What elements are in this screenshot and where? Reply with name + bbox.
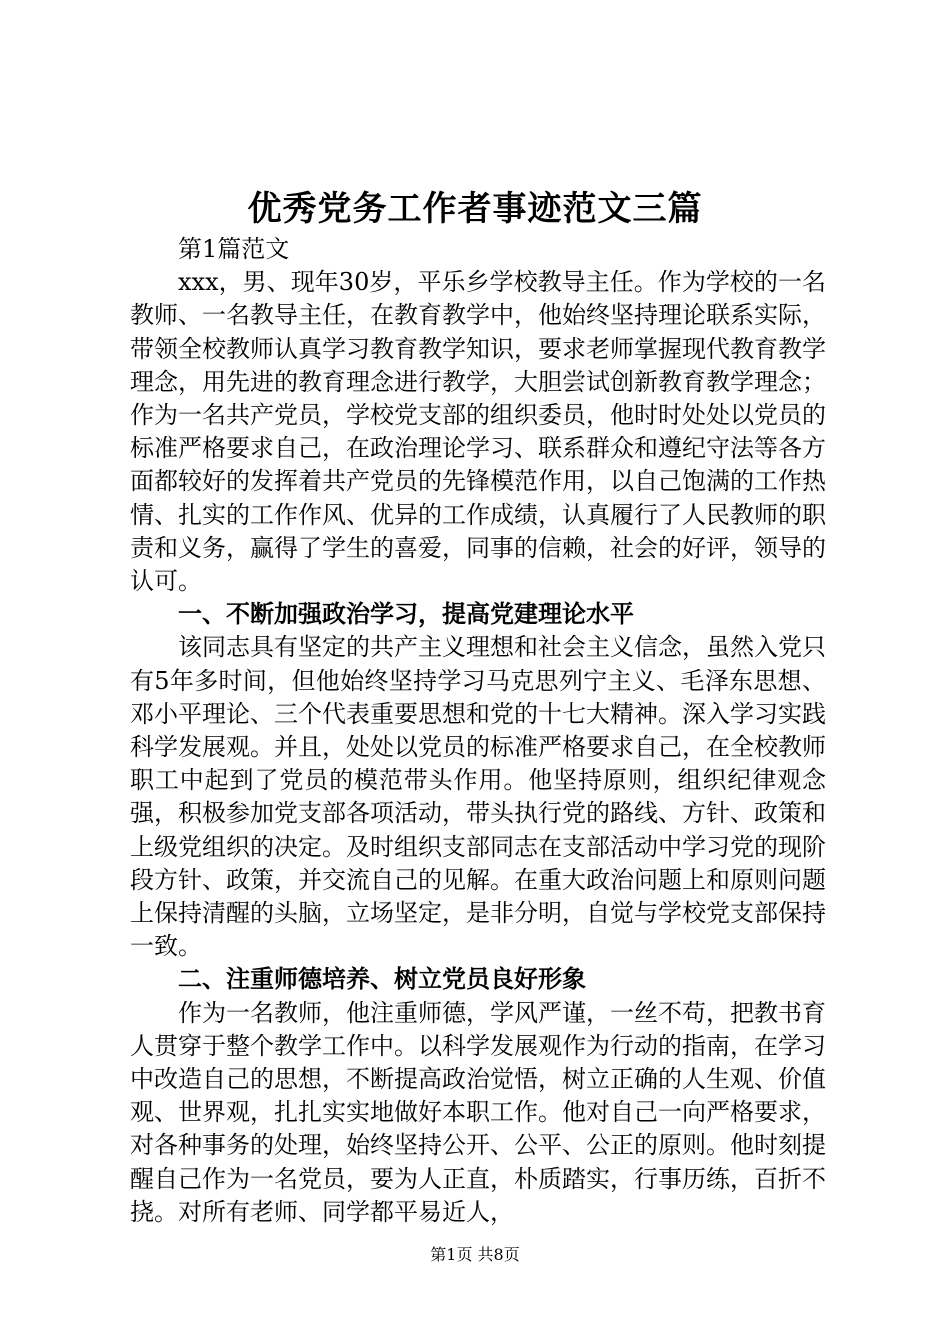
article-label: 第1篇范文 xyxy=(178,235,290,263)
section-1-paragraph: 该同志具有坚定的共产主义理想和社会主义信念，虽然入党只有5年多时间，但他始终坚持学习马克思列宁主义、毛泽东思想、邓小平理论、三个代表重要思想和党的十七大精神。深入学习实践科学发展观。并且，处处以党员的标准严格要求自己，在全校教师职工中起到了党员的模范带头作用。他坚持原则，组织纪律观念强，积极参加党支部各项活动，带头执行党的路线、方针、政策和上级党组织的决定。及时组织支部同志在支部活动中学习党的现阶段方针、政策，并交流自己的见解。在重大政治问题上和原则问题上保持清醒的头脑，立场坚定，是非分明，自觉与学校党支部保持一致。 xyxy=(130,633,826,961)
section-heading-2: 二、注重师德培养、树立党员良好形象 xyxy=(178,965,586,994)
document-title: 优秀党务工作者事迹范文三篇 xyxy=(247,189,703,229)
document-body xyxy=(130,233,826,1229)
page-footer: 第1页 共8页 xyxy=(430,1245,520,1264)
intro-paragraph: xxx，男、现年30岁，平乐乡学校教导主任。作为学校的一名教师、一名教导主任，在教育教学中，他始终坚持理论联系实际，带领全校教师认真学习教育教学知识，要求老师掌握现代教育教学理念，用先进的教育理念进行教学，大胆尝试创新教育教学理念；作为一名共产党员，学校党支部的组织委员，他时时处处以党员的标准严格要求自己，在政治理论学习、联系群众和遵纪守法等各方面都较好的发挥着共产党员的先锋模范作用，以自己饱满的工作热情、扎实的工作作风、优异的工作成绩，认真履行了人民教师的职责和义务，赢得了学生的喜爱，同事的信赖，社会的好评，领导的认可。 xyxy=(130,268,826,596)
section-heading-1: 一、不断加强政治学习，提高党建理论水平 xyxy=(178,600,634,629)
section-2-paragraph: 作为一名教师，他注重师德，学风严谨，一丝不苟，把教书育人贯穿于整个教学工作中。以科学发展观作为行动的指南，在学习中改造自己的思想，不断提高政治觉悟，树立正确的人生观、价值观、世界观，扎扎实实地做好本职工作。他对自己一向严格要求，对各种事务的处理，始终坚持公开、公平、公正的原则。他时刻提醒自己作为一名党员，要为人正直，朴质踏实，行事历练，百折不挠。对所有老师、同学都平易近人， xyxy=(130,998,826,1226)
